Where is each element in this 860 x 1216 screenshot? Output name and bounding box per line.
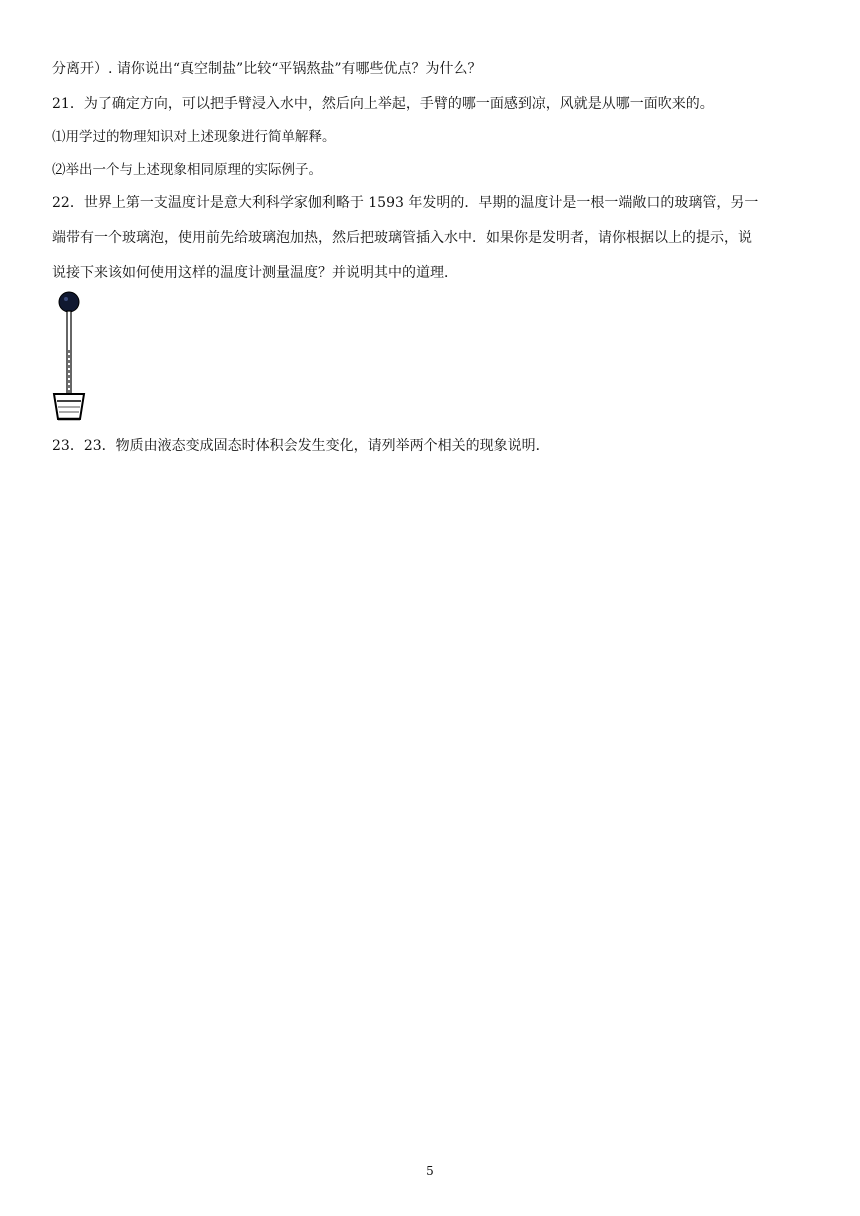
question-23: 23．23．物质由液态变成固态时体积会发生变化，请列举两个相关的现象说明．	[52, 438, 550, 454]
question-21: 21．为了确定方向，可以把手臂浸入水中，然后向上举起，手臂的哪一面感到凉，风就是从哪一面吹来的。	[52, 96, 714, 112]
page-number: 5	[426, 1164, 434, 1178]
galileo-thermometer-icon	[50, 290, 94, 422]
question-22: 22．世界上第一支温度计是意大利科学家伽利略于 1593 年发明的．早期的温度计是一根一端敞口的玻璃管，另一	[52, 195, 759, 211]
question-22-line-2: 端带有一个玻璃泡，使用前先给玻璃泡加热，然后把玻璃管插入水中．如果你是发明者，请你根据以上的提示，说	[52, 230, 752, 246]
question-22-line-3: 说接下来该如何使用这样的温度计测量温度？并说明其中的道理．	[52, 265, 458, 281]
question-21-part-2: ⑵举出一个与上述现象相同原理的实际例子。	[52, 162, 322, 178]
text-line-q20-end: 分离开）. 请你说出“真空制盐”比较“平锅熬盐”有哪些优点？为什么？	[52, 61, 482, 77]
question-21-part-1: ⑴用学过的物理知识对上述现象进行简单解释。	[52, 129, 336, 145]
